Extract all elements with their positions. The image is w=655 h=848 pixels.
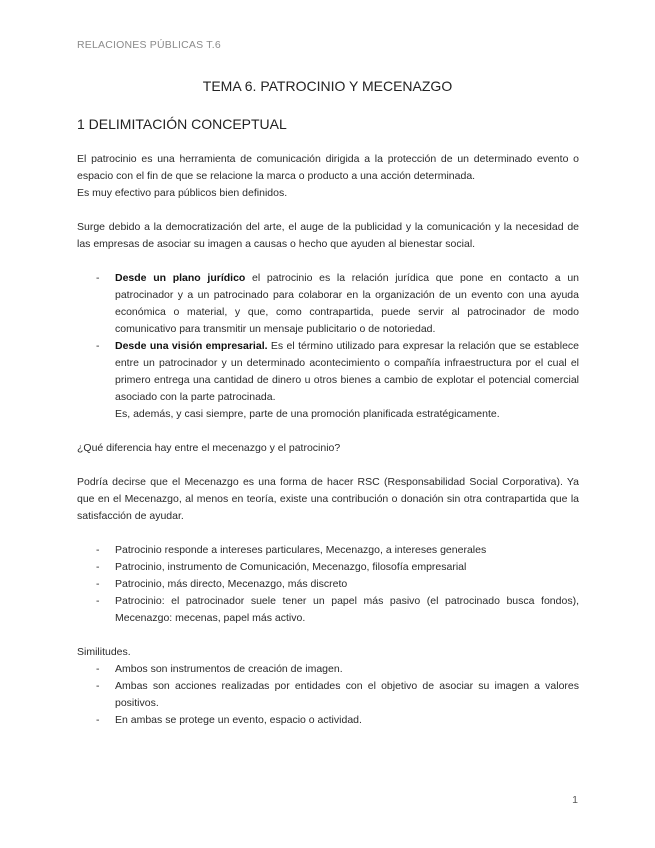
- list-item: [77, 270, 579, 338]
- list-item: - Patrocinio: el patrocinador suele tener un papel más pasivo (el patrocinado busca fondos), Mecenazgo: mecenas, papel más activo.: [77, 593, 579, 627]
- differences-list: [77, 542, 579, 627]
- views-list: [77, 270, 579, 423]
- section-heading: 1 DELIMITACIÓN CONCEPTUAL: [77, 116, 287, 132]
- list-item-text: Es el término utilizado para expresar la relación que se establece entre un patrocinador y un determinado acontecimiento o compañía infraestructura por el cual el primero entrega una cantidad de dinero u otros bienes a cambio de explotar el potencial comercial asociado con la parte patrocinada.: [115, 340, 579, 403]
- page-number: 1: [572, 794, 578, 806]
- list-item: - En ambas se protege un evento, espacio o actividad.: [77, 712, 579, 729]
- body-text: [77, 151, 579, 729]
- rsc-paragraph: Podría decirse que el Mecenazgo es una forma de hacer RSC (Responsabilidad Social Corporativa). Ya que en el Mecenazgo, al menos en teoría, existe una contribución o donación sin otra contrapartida que la satisfacción de ayudar.: [77, 476, 579, 522]
- intro-paragraph-line: Es muy efectivo para públicos bien definidos.: [77, 187, 288, 199]
- list-item: - Ambos son instrumentos de creación de imagen.: [77, 661, 579, 678]
- running-header: RELACIONES PÚBLICAS T.6: [77, 39, 221, 51]
- list-item-term: Desde un plano jurídico: [115, 272, 246, 284]
- intro-paragraph: [77, 151, 579, 202]
- list-item: - Patrocinio responde a intereses particulares, Mecenazgo, a intereses generales: [77, 542, 579, 559]
- similarities-label: Similitudes.: [77, 646, 131, 658]
- list-item-note: Es, además, y casi siempre, parte de una promoción planificada estratégicamente.: [115, 408, 500, 420]
- list-item: - Patrocinio, más directo, Mecenazgo, más discreto: [77, 576, 579, 593]
- intro-paragraph-line: El patrocinio es una herramienta de comunicación dirigida a la protección de un determinado evento o espacio con el fin de que se relacione la marca o producto a una acción determinada.: [77, 153, 579, 182]
- origin-paragraph: Surge debido a la democratización del arte, el auge de la publicidad y la comunicación y la necesidad de las empresas de asociar su imagen a causas o hecho que ayuden al bienestar social.: [77, 221, 579, 250]
- question-line: ¿Qué diferencia hay entre el mecenazgo y el patrocinio?: [77, 442, 341, 454]
- list-item: [77, 338, 579, 423]
- similarities-list: [77, 661, 579, 729]
- list-item-text: el patrocinio es la relación jurídica que pone en contacto a un patrocinador y a un patrocinado para colaborar en la organización de un evento con una ayuda económica o material, y que, como contrapartida, puede servir al patrocinador de modo comunicativo para transmitir un mensaje publicitario o de notoriedad.: [115, 272, 579, 335]
- list-item: - Patrocinio, instrumento de Comunicación, Mecenazgo, filosofía empresarial: [77, 559, 579, 576]
- list-item-term: Desde una visión empresarial.: [115, 340, 268, 352]
- document-title: TEMA 6. PATROCINIO Y MECENAZGO: [202, 78, 453, 94]
- list-item: - Ambas son acciones realizadas por entidades con el objetivo de asociar su imagen a valores positivos.: [77, 678, 579, 712]
